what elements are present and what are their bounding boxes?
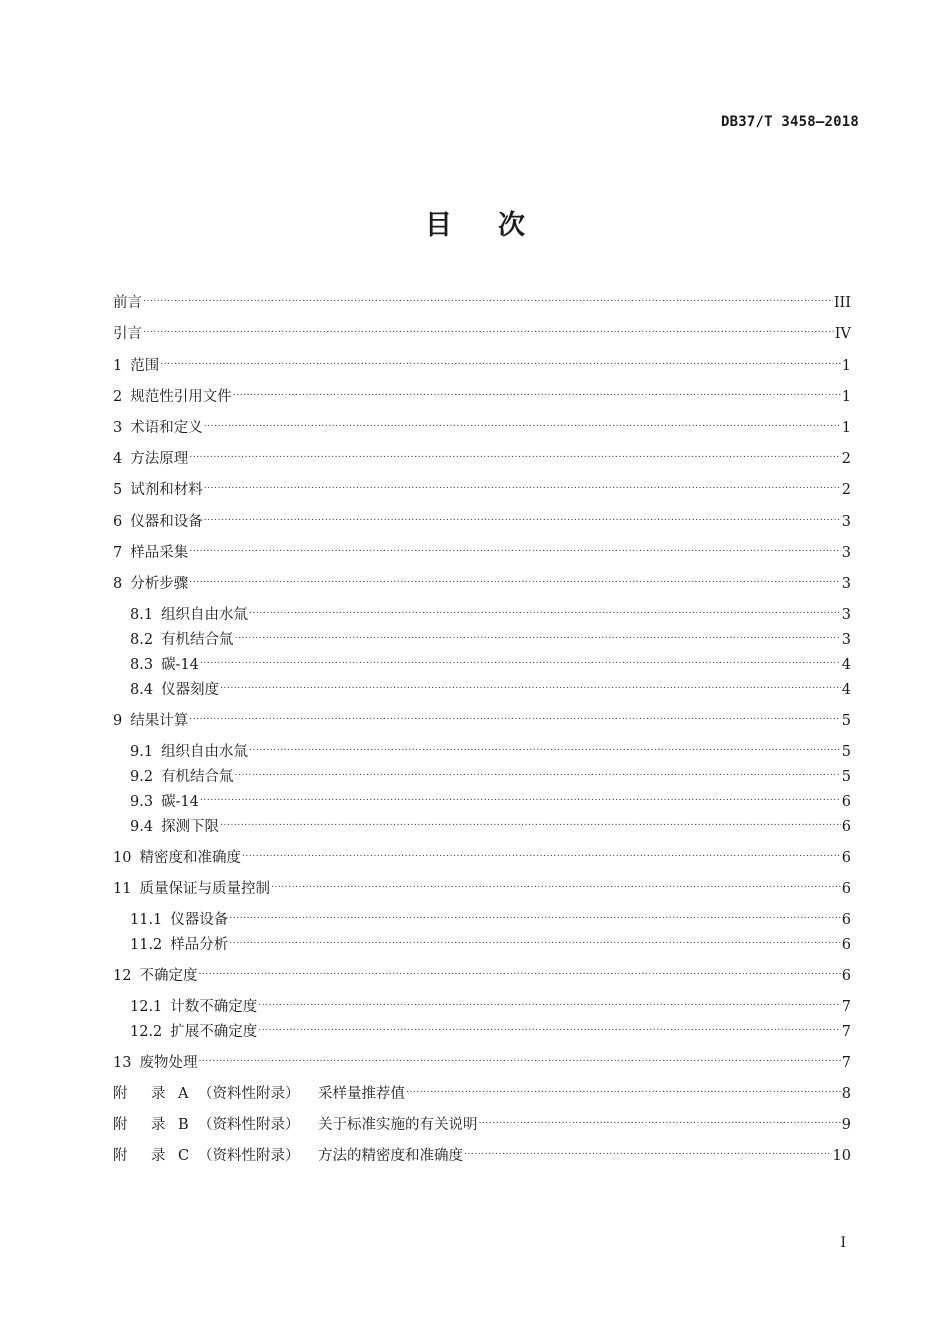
toc-entry-label: 4 方法原理 bbox=[113, 451, 189, 467]
toc-page-number: 2 bbox=[841, 482, 851, 498]
toc-leader-dots bbox=[189, 443, 841, 463]
toc-leader-dots bbox=[204, 412, 841, 432]
toc-entry[interactable] bbox=[113, 381, 851, 405]
toc-page-number: 6 bbox=[841, 968, 851, 984]
toc-page-number: 9 bbox=[841, 1117, 851, 1133]
toc-page-number: 7 bbox=[841, 1024, 851, 1040]
toc-appendix-entry[interactable] bbox=[113, 1109, 851, 1133]
toc-leader-dots bbox=[242, 842, 841, 862]
toc-page-number: 3 bbox=[841, 514, 851, 530]
toc-leader-dots bbox=[271, 873, 841, 893]
toc-subentry[interactable] bbox=[130, 1016, 851, 1040]
toc-entry[interactable] bbox=[113, 1047, 851, 1071]
toc-entry-label: 7 样品采集 bbox=[113, 545, 189, 561]
toc-entry[interactable] bbox=[113, 568, 851, 592]
standard-code: DB37/T 3458—2018 bbox=[720, 114, 859, 130]
toc-entry-label: 附 录 A （资料性附录） 采样量推荐值 bbox=[113, 1086, 405, 1102]
toc-page-number: 5 bbox=[841, 744, 851, 760]
toc-entry-label: 11 质量保证与质量控制 bbox=[113, 881, 270, 897]
toc-entry-label: 11.2 样品分析 bbox=[130, 937, 229, 953]
toc-entry[interactable] bbox=[113, 842, 851, 866]
toc-page-number: 7 bbox=[841, 999, 851, 1015]
toc-entry-label: 8.3 碳-14 bbox=[130, 657, 199, 673]
toc-page-number: 6 bbox=[841, 881, 851, 897]
toc-leader-dots bbox=[406, 1078, 841, 1098]
toc-subentry[interactable] bbox=[130, 991, 851, 1015]
toc-leader-dots bbox=[235, 624, 841, 644]
toc-page-number: 2 bbox=[841, 451, 851, 467]
toc-page-number: 1 bbox=[841, 389, 851, 405]
toc-leader-dots bbox=[189, 537, 841, 557]
toc-page-number: 1 bbox=[841, 358, 851, 374]
toc-entry[interactable] bbox=[113, 506, 851, 530]
toc-entry[interactable] bbox=[113, 537, 851, 561]
toc-page-number: IV bbox=[834, 326, 851, 342]
toc-entry-label: 9.4 探测下限 bbox=[130, 819, 220, 835]
toc-entry-label: 9.1 组织自由水氚 bbox=[130, 744, 249, 760]
toc-subentry[interactable] bbox=[130, 599, 851, 623]
toc-entry-label: 8 分析步骤 bbox=[113, 576, 189, 592]
toc-page-number: 6 bbox=[841, 912, 851, 928]
toc-entry-label: 13 废物处理 bbox=[113, 1055, 198, 1071]
toc-leader-dots bbox=[200, 649, 841, 669]
toc-entry-label: 2 规范性引用文件 bbox=[113, 389, 232, 405]
toc-entry-label: 9 结果计算 bbox=[113, 713, 189, 729]
toc-entry[interactable] bbox=[113, 960, 851, 984]
toc-entry-label: 9.3 碳-14 bbox=[130, 794, 199, 810]
toc-leader-dots bbox=[233, 381, 841, 401]
toc-page-number: 3 bbox=[841, 545, 851, 561]
toc-page-number: 6 bbox=[841, 937, 851, 953]
toc-entry-label: 3 术语和定义 bbox=[113, 420, 203, 436]
toc-entry-label: 附 录 B （资料性附录） 关于标准实施的有关说明 bbox=[113, 1117, 478, 1133]
toc-leader-dots bbox=[220, 811, 841, 831]
toc-page-number: 10 bbox=[832, 1148, 851, 1164]
toc-leader-dots bbox=[198, 1047, 840, 1067]
toc-page-number: III bbox=[833, 295, 851, 311]
toc-leader-dots bbox=[160, 350, 841, 370]
toc-entry-label: 8.4 仪器刻度 bbox=[130, 682, 220, 698]
toc-leader-dots bbox=[143, 318, 834, 338]
page-title: 目次 bbox=[425, 210, 571, 241]
toc-page-number: 6 bbox=[841, 819, 851, 835]
toc-subentry[interactable] bbox=[130, 649, 851, 673]
toc-subentry[interactable] bbox=[130, 786, 851, 810]
toc-subentry[interactable] bbox=[130, 624, 851, 648]
toc-entry-label: 10 精密度和准确度 bbox=[113, 850, 241, 866]
toc-subentry[interactable] bbox=[130, 761, 851, 785]
toc-entry[interactable] bbox=[113, 705, 851, 729]
toc-page-number: 3 bbox=[841, 632, 851, 648]
toc-leader-dots bbox=[198, 960, 840, 980]
toc-leader-dots bbox=[479, 1109, 841, 1129]
page-number: I bbox=[840, 1235, 846, 1251]
toc-page-number: 1 bbox=[841, 420, 851, 436]
toc-leader-dots bbox=[229, 904, 840, 924]
toc-page-number: 6 bbox=[841, 794, 851, 810]
toc-leader-dots bbox=[143, 287, 833, 307]
toc-leader-dots bbox=[258, 1016, 840, 1036]
toc-page-number: 3 bbox=[841, 576, 851, 592]
toc-leader-dots bbox=[235, 761, 841, 781]
toc-leader-dots bbox=[249, 736, 841, 756]
toc-entry-label: 8.2 有机结合氚 bbox=[130, 632, 234, 648]
toc-entry-label: 附 录 C （资料性附录） 方法的精密度和准确度 bbox=[113, 1148, 463, 1164]
toc-entry-label: 12 不确定度 bbox=[113, 968, 198, 984]
toc-subentry[interactable] bbox=[130, 929, 851, 953]
toc-leader-dots bbox=[229, 929, 840, 949]
toc-leader-dots bbox=[249, 599, 841, 619]
toc-entry-introduction[interactable] bbox=[113, 318, 851, 342]
toc-leader-dots bbox=[258, 991, 840, 1011]
toc-page-number: 7 bbox=[841, 1055, 851, 1071]
toc-leader-dots bbox=[204, 506, 841, 526]
toc-appendix-entry[interactable] bbox=[113, 1140, 851, 1164]
toc-subentry[interactable] bbox=[130, 674, 851, 698]
toc-page-number: 6 bbox=[841, 850, 851, 866]
toc-entry-label: 5 试剂和材料 bbox=[113, 482, 203, 498]
toc-entry-label: 6 仪器和设备 bbox=[113, 514, 203, 530]
toc-subentry[interactable] bbox=[130, 904, 851, 928]
toc-entry-label: 引言 bbox=[113, 326, 142, 342]
toc-page-number: 8 bbox=[841, 1086, 851, 1102]
toc-leader-dots bbox=[204, 474, 841, 494]
toc-subentry[interactable] bbox=[130, 811, 851, 835]
toc-entry-label: 9.2 有机结合氚 bbox=[130, 769, 234, 785]
toc-subentry[interactable] bbox=[130, 736, 851, 760]
toc-entry[interactable] bbox=[113, 474, 851, 498]
toc-appendix-entry[interactable] bbox=[113, 1078, 851, 1102]
toc-entry[interactable] bbox=[113, 873, 851, 897]
toc-entry[interactable] bbox=[113, 443, 851, 467]
toc-page-number: 5 bbox=[841, 713, 851, 729]
toc-leader-dots bbox=[464, 1140, 832, 1160]
toc-entry-label: 8.1 组织自由水氚 bbox=[130, 607, 249, 623]
toc-page-number: 4 bbox=[841, 682, 851, 698]
toc-page-number: 3 bbox=[841, 607, 851, 623]
toc-entry-label: 12.2 扩展不确定度 bbox=[130, 1024, 258, 1040]
toc-entry-label: 前言 bbox=[113, 295, 142, 311]
toc-page-number: 5 bbox=[841, 769, 851, 785]
toc-leader-dots bbox=[189, 568, 841, 588]
toc-entry-label: 11.1 仪器设备 bbox=[130, 912, 229, 928]
toc-entry[interactable] bbox=[113, 412, 851, 436]
toc-entry-label: 1 范围 bbox=[113, 358, 160, 374]
toc-leader-dots bbox=[220, 674, 841, 694]
toc-leader-dots bbox=[200, 786, 841, 806]
toc-leader-dots bbox=[189, 705, 841, 725]
toc-entry[interactable] bbox=[113, 350, 851, 374]
toc-page-number: 4 bbox=[841, 657, 851, 673]
toc-entry-foreword[interactable] bbox=[113, 287, 851, 311]
toc-entry-label: 12.1 计数不确定度 bbox=[130, 999, 258, 1015]
